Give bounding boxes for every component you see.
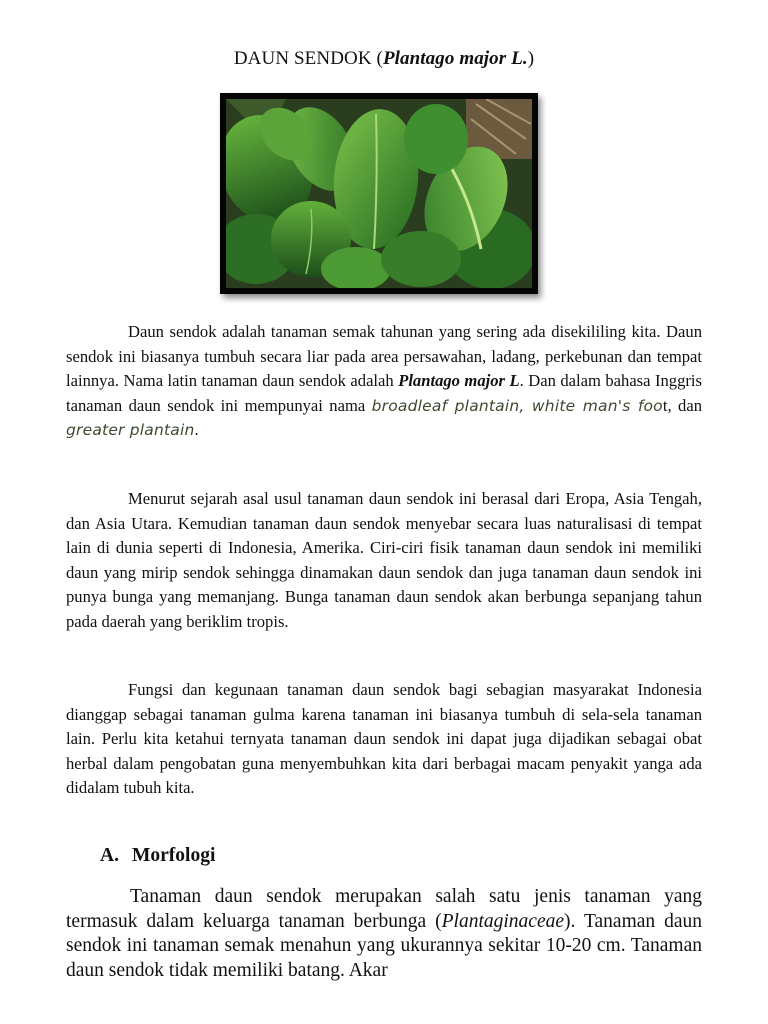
english-name-2: greater plantain — [66, 421, 195, 440]
plantain-leaves-image — [226, 99, 532, 288]
section-label: Morfologi — [132, 845, 216, 866]
title-main: DAUN SENDOK ( — [233, 48, 383, 69]
section-number: A. — [100, 845, 119, 866]
latin-name: Plantago major L — [398, 371, 520, 391]
paragraph-intro-text-4: . — [194, 420, 199, 440]
paragraph-morfologi-text-2: ). Tanaman daun sendok ini tanaman semak menahun yang ukurannya sekitar 10-20 cm. Tanaman daun sendok tidak memiliki batang. Akar — [66, 910, 702, 981]
title-close: ) — [527, 48, 535, 69]
paragraph-function-text: Fungsi dan kegunaan tanaman daun sendok bagi sebagian masyarakat Indonesia dianggap sebagai tanaman gulma karena tanaman ini biasanya tumbuh di sela-sela tanaman lain. Perlu kita ketahui ternyata tanaman daun sendok ini dapat juga dijadikan sebagai obat herbal dalam pengobatan guna menyembuhkan kita dari berbagai macam penyakit yanga ada didalam tubuh kita. — [66, 680, 702, 798]
english-names: broadleaf plantain, white man's foo — [371, 396, 663, 415]
paragraph-intro — [66, 320, 702, 443]
paragraph-intro-text-2: . Dan dalam bahasa Inggris tanaman daun sendok ini mempunyai nama — [66, 371, 702, 415]
paragraph-intro-text-1: Daun sendok adalah tanaman semak tahunan yang sering ada disekililing kita. Daun sendok ini biasanya tumbuh secara liar pada area persawahan, ladang, perkebunan dan tempat lainnya. Nama latin tanaman daun sendok adalah — [66, 322, 702, 391]
family-name: Plantaginaceae — [441, 910, 565, 932]
paragraph-intro-text-3: t, dan — [662, 395, 702, 415]
page-title — [0, 48, 768, 70]
paragraph-function — [66, 678, 702, 801]
title-latin-name: Plantago major L. — [382, 48, 528, 69]
paragraph-history — [66, 487, 702, 635]
paragraph-morfologi-text-1: Tanaman daun sendok merupakan salah satu jenis tanaman yang termasuk dalam keluarga tanaman berbunga ( — [66, 886, 702, 932]
section-heading-morfologi — [100, 845, 215, 867]
paragraph-morfologi — [66, 885, 702, 983]
plant-photo — [220, 93, 538, 294]
paragraph-history-text: Menurut sejarah asal usul tanaman daun sendok ini berasal dari Eropa, Asia Tengah, dan Asia Utara. Kemudian tanaman daun sendok menyebar secara luas naturalisasi di tempat lain di dunia seperti di Indonesia, Amerika. Ciri-ciri fisik tanaman daun sendok ini memiliki daun yang mirip sendok sehingga dinamakan daun sendok dan juga tanaman daun sendok ini punya bunga yang memanjang. Bunga tanaman daun sendok akan berbunga sepanjang tahun pada daerah yang beriklim tropis. — [66, 489, 702, 631]
